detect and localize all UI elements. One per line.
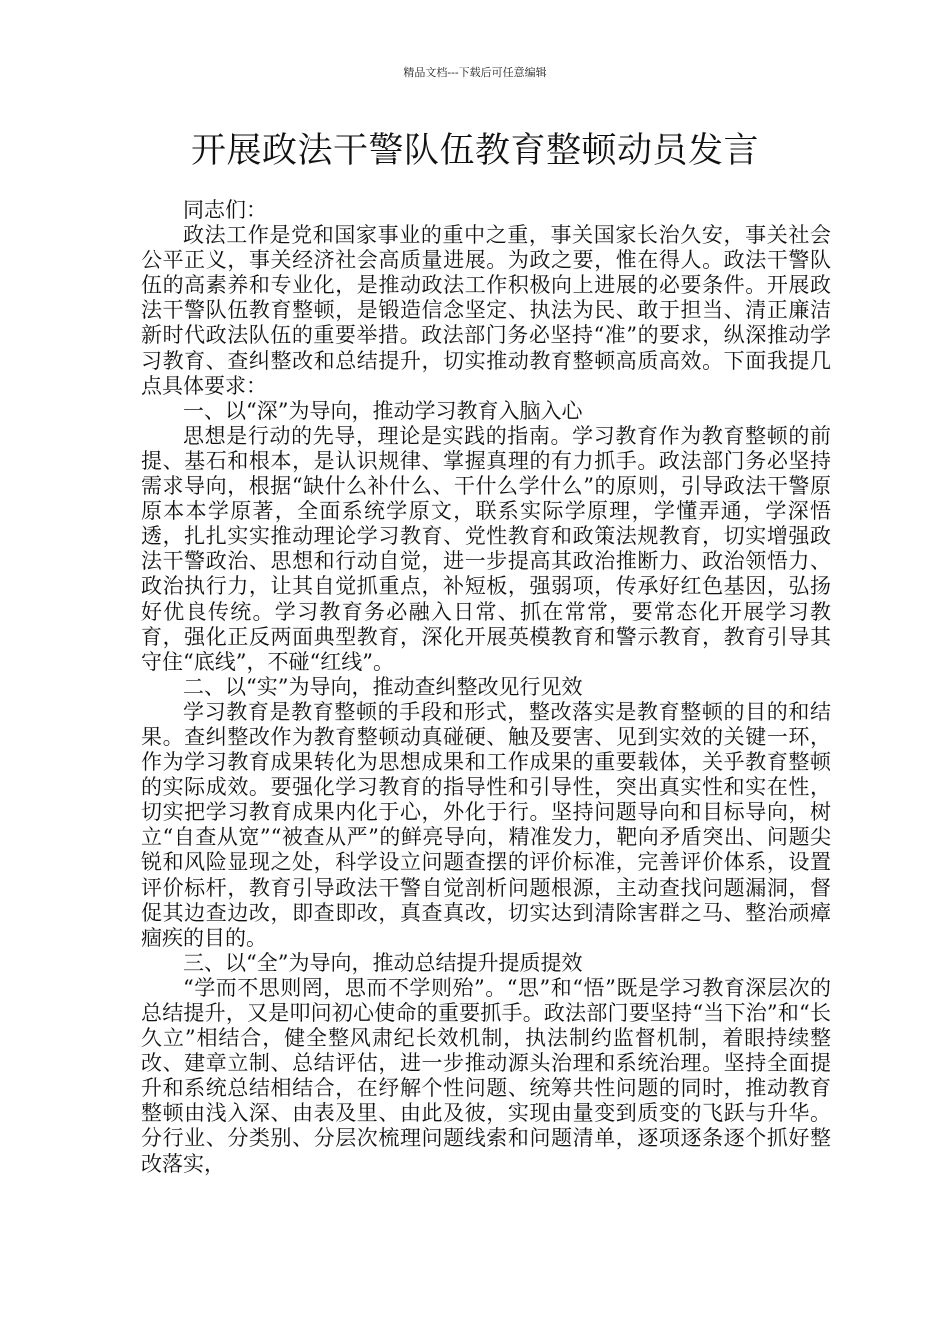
section-heading-3: 三、以“全”为导向，推动总结提升提质提效	[183, 950, 583, 975]
salutation: 同志们：	[183, 198, 267, 222]
section-body-3: “学而不思则罔，思而不学则殆”。“思”和“悟”既是学习教育深层次的总结提升，又是叩问初心使命的重要抓手。政法部门要坚持“当下治”和“长久立”相结合，健全整风肃纪长效机制，执法制约监督机制，着眼持续整改、建章立制、总结评估，进一步推动源头治理和系统治理。坚持全面提升和系统总结相结合，在纾解个性问题、统筹共性问题的同时，推动教育整顿由浅入深、由表及里、由此及彼，实现由量变到质变的飞跃与升华。分行业、分类别、分层次梳理问题线索和问题清单，逐项逐条逐个抓好整改落实，	[141, 975, 831, 1176]
document-title: 开展政法干警队伍教育整顿动员发言	[190, 131, 759, 171]
document-body	[141, 198, 831, 1177]
section-body-1: 思想是行动的先导，理论是实践的指南。学习教育作为教育整顿的前提、基石和根本，是认识规律、掌握真理的有力抓手。政法部门务必坚持需求导向，根据“缺什么补什么、干什么学什么”的原则，引导政法干警原原本本学原著，全面系统学原文，联系实际学原理，学懂弄通，学深悟透，扎扎实实推动理论学习教育、党性教育和政策法规教育，切实增强政法干警政治、思想和行动自觉，进一步提高其政治推断力、政治领悟力、政治执行力，让其自觉抓重点，补短板，强弱项，传承好红色基因，弘扬好优良传统。学习教育务必融入日常、抓在常常，要常态化开展学习教育，强化正反两面典型教育，深化开展英模教育和警示教育，教育引导其守住“底线”，不碰“红线”。	[141, 423, 831, 674]
section-body-2: 学习教育是教育整顿的手段和形式，整改落实是教育整顿的目的和结果。查纠整改作为教育整顿动真碰硬、触及要害、见到实效的关键一环，作为学习教育成果转化为思想成果和工作成果的重要载体，关乎教育整顿的实际成效。要强化学习教育的指导性和引导性，突出真实性和实在性，切实把学习教育成果内化于心，外化于行。坚持问题导向和目标导向，树立“自查从宽”“被查从严”的鲜亮导向，精准发力，靶向矛盾突出、问题尖锐和风险显现之处，科学设立问题查摆的评价标准，完善评价体系，设置评价标杆，教育引导政法干警自觉剖析问题根源，主动查找问题漏洞，督促其边查边改，即查即改，真查真改，切实达到清除害群之马、整治顽瘴痼疾的目的。	[141, 699, 831, 950]
section-heading-1: 一、以“深”为导向，推动学习教育入脑入心	[183, 398, 583, 423]
section-heading-2: 二、以“实”为导向，推动查纠整改见行见效	[183, 674, 583, 699]
page-header-note: 精品文档---下载后可任意编辑	[403, 66, 547, 79]
intro-paragraph: 政法工作是党和国家事业的重中之重，事关国家长治久安，事关社会公平正义，事关经济社会高质量进展。为政之要，惟在得人。政法干警队伍的高素养和专业化，是推动政法工作积极向上进展的必要条件。开展政法干警队伍教育整顿，是锻造信念坚定、执法为民、敢于担当、清正廉洁新时代政法队伍的重要举措。政法部门务必坚持“准”的要求，纵深推动学习教育、查纠整改和总结提升，切实推动教育整顿高质高效。下面我提几点具体要求：	[141, 223, 831, 398]
